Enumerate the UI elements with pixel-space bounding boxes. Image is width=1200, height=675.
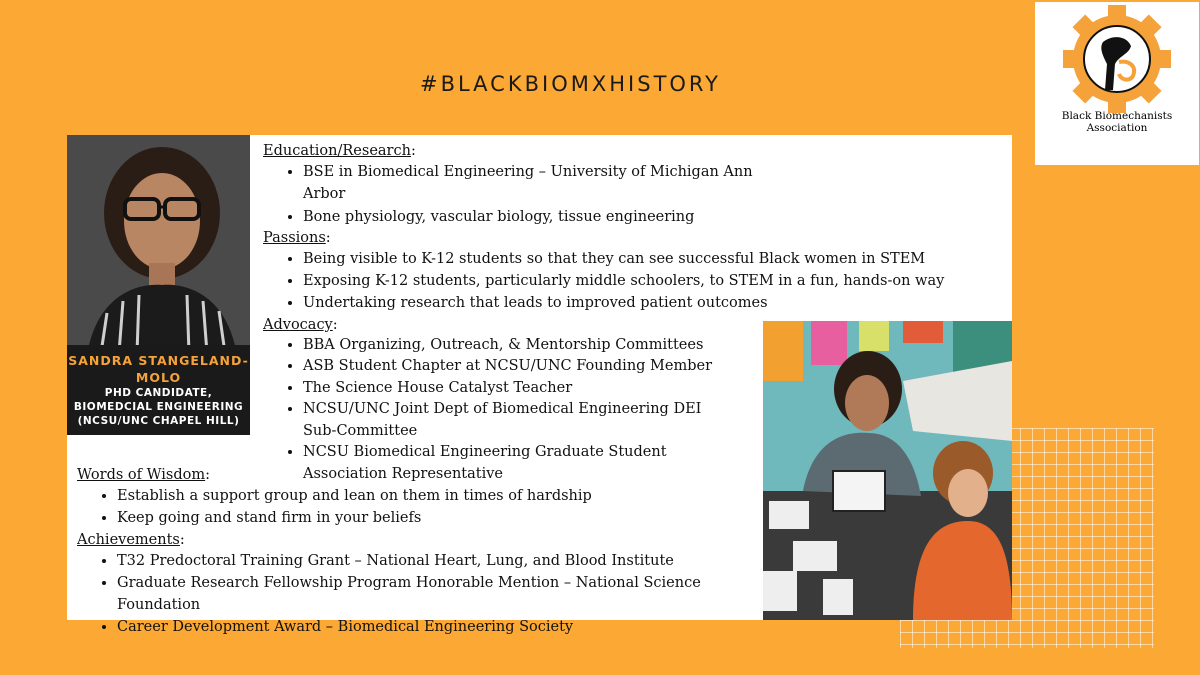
- profile-title-line: PHD CANDIDATE,: [104, 387, 213, 399]
- passions-heading: Passions: [263, 229, 326, 246]
- profile-title-line: (NCSU/UNC CHAPEL HILL): [77, 415, 240, 427]
- main-column: [263, 141, 945, 485]
- list-item: • Keep going and stand firm in your beliefs: [117, 507, 757, 529]
- list-item: • Exposing K-12 students, particularly middle schoolers, to STEM in a fun, hands-on way: [303, 270, 963, 292]
- list-item: • Undertaking research that leads to improved patient outcomes: [303, 292, 963, 314]
- list-item: • NCSU Biomedical Engineering Graduate Student Association Representative: [303, 442, 723, 485]
- education-list: [263, 161, 763, 228]
- section-heading: Education/Research:: [263, 143, 416, 159]
- list-item: • T32 Predoctoral Training Grant – National Heart, Lung, and Blood Institute: [117, 550, 757, 572]
- portrait-panel: [67, 135, 250, 435]
- gear-logo-icon: [1041, 4, 1193, 114]
- advocacy-heading: Advocacy: [263, 316, 333, 333]
- section-heading: Achievements:: [77, 531, 185, 548]
- advocacy-list: [263, 335, 723, 486]
- section-heading: Advocacy:: [263, 316, 338, 333]
- outreach-photo: [763, 321, 1012, 620]
- list-item: • Bone physiology, vascular biology, tissue engineering: [303, 206, 763, 228]
- list-item: • Being visible to K-12 students so that they can see successful Black women in STEM: [303, 248, 963, 270]
- list-item: • Career Development Award – Biomedical Engineering Society: [117, 616, 757, 638]
- wisdom-heading: Words of Wisdom: [77, 467, 206, 483]
- achievements-heading: Achievements: [77, 531, 180, 548]
- profile-title-line: BIOMEDCIAL ENGINEERING: [73, 401, 244, 413]
- hashtag-title: #BLACKBIOMXHISTORY: [420, 72, 721, 96]
- profile-name: SANDRA STANGELAND-MOLO: [68, 353, 249, 385]
- list-item: • BBA Organizing, Outreach, & Mentorship Committees: [303, 335, 723, 357]
- list-item: • NCSU/UNC Joint Dept of Biomedical Engineering DEI Sub-Committee: [303, 399, 723, 442]
- logo-org-name: Black Biomechanists Association: [1061, 110, 1173, 134]
- list-item: • Establish a support group and lean on them in times of hardship: [117, 485, 757, 507]
- list-item: • ASB Student Chapter at NCSU/UNC Founding Member: [303, 356, 723, 378]
- logo: [1035, 2, 1199, 165]
- education-heading: Education/Research: [263, 143, 411, 159]
- achievements-list: [77, 550, 757, 639]
- section-heading: Words of Wisdom:: [77, 467, 210, 483]
- list-item: • Graduate Research Fellowship Program Honorable Mention – National Science Foundation: [117, 572, 757, 617]
- portrait-caption: [67, 352, 250, 428]
- lower-column: [77, 465, 757, 639]
- passions-list: [263, 248, 963, 315]
- wisdom-list: [77, 485, 757, 530]
- list-item: • BSE in Biomedical Engineering – University of Michigan Ann Arbor: [303, 161, 763, 206]
- section-heading: Passions:: [263, 229, 331, 246]
- list-item: • The Science House Catalyst Teacher: [303, 378, 723, 400]
- outreach-photo-image: [763, 321, 1012, 620]
- profile-card: [67, 135, 1012, 636]
